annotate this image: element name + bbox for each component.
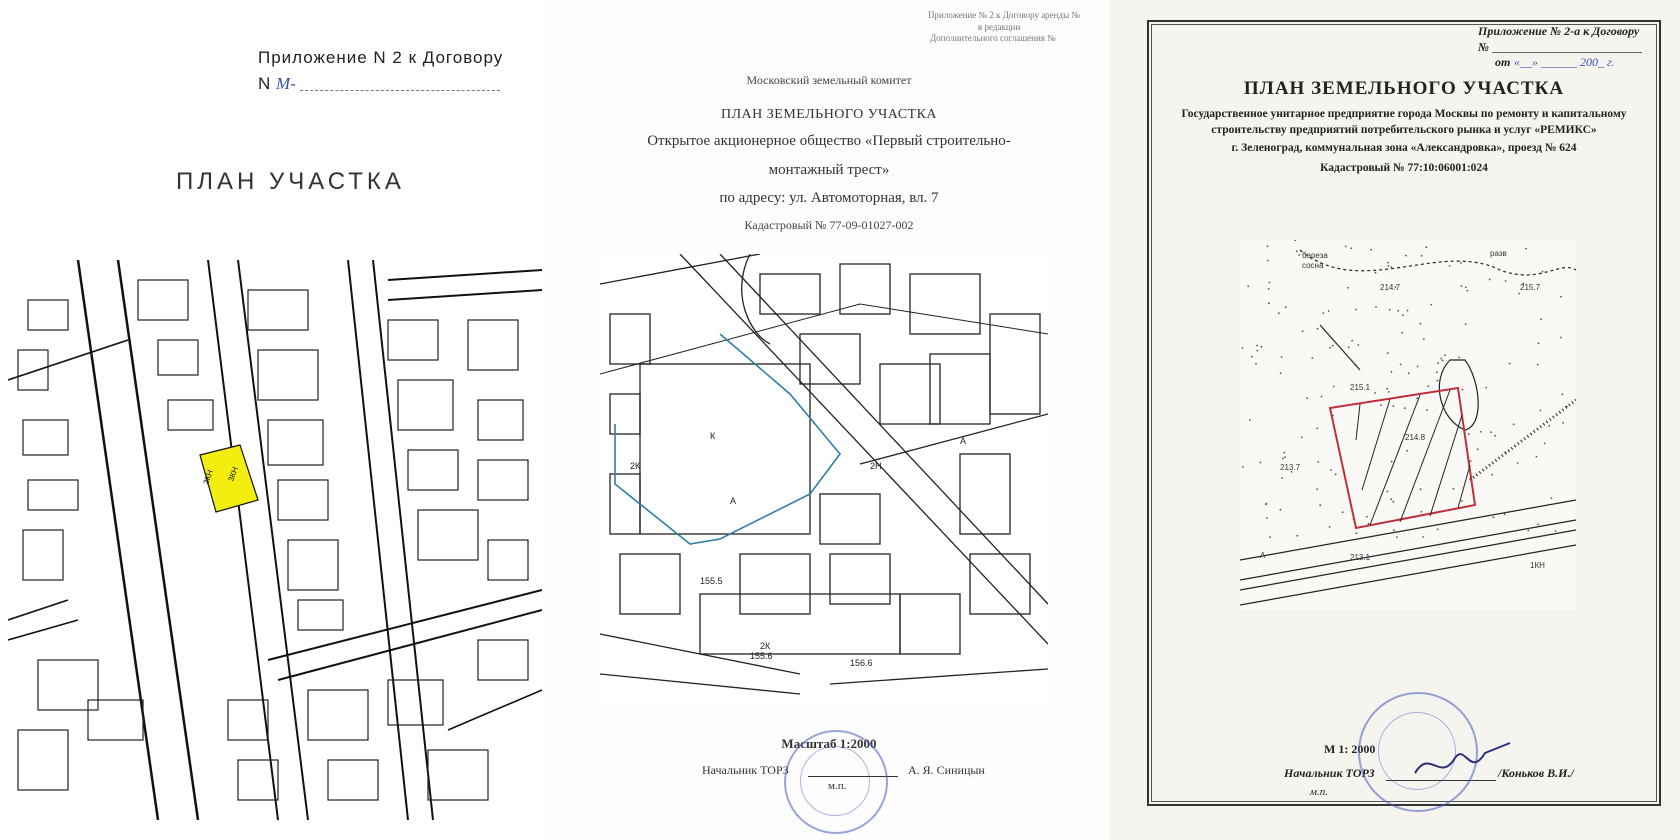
city-map-drawing bbox=[8, 260, 542, 820]
official-seal bbox=[784, 730, 888, 834]
annex-label: Приложение № 2-а к Договору bbox=[1478, 24, 1640, 38]
svg-text:А: А bbox=[1260, 551, 1266, 560]
svg-text:155.5: 155.5 bbox=[700, 576, 723, 586]
city-map bbox=[8, 260, 542, 820]
head-name: /Коньков В.И./ bbox=[1498, 766, 1574, 780]
svg-text:215.1: 215.1 bbox=[1350, 383, 1371, 392]
svg-text:1КН: 1КН bbox=[1530, 561, 1545, 570]
corner-note-2: в редакции bbox=[978, 22, 1021, 32]
head-name: А. Я. Синицын bbox=[908, 763, 985, 777]
svg-text:156.6: 156.6 bbox=[850, 658, 873, 668]
document-plan-uchastka bbox=[0, 0, 548, 840]
svg-text:разв: разв bbox=[1490, 249, 1507, 258]
signature bbox=[1410, 738, 1520, 788]
svg-text:215.7: 215.7 bbox=[1520, 283, 1541, 292]
svg-text:А: А bbox=[730, 496, 737, 506]
annex-number-line bbox=[1492, 52, 1642, 53]
corner-note-1: Приложение № 2 к Договору аренды № bbox=[928, 10, 1080, 20]
organization-line-2: монтажный трест» bbox=[768, 162, 890, 178]
number-underline bbox=[300, 90, 500, 91]
svg-text:К: К bbox=[710, 431, 716, 441]
svg-text:214.7: 214.7 bbox=[1380, 283, 1401, 292]
svg-text:155.6: 155.6 bbox=[750, 651, 773, 661]
scale-label: М 1: 2000 bbox=[1324, 742, 1376, 756]
seal-place: м.п. bbox=[1310, 786, 1329, 798]
document-plan-zemelnogo-uchastka-2 bbox=[1110, 0, 1680, 840]
address: г. Зеленоград, коммунальная зона «Александровка», проезд № 624 bbox=[1231, 142, 1577, 154]
plot-map bbox=[600, 254, 1048, 704]
plot-map-drawing bbox=[1240, 240, 1576, 610]
annex-date-prefix: от bbox=[1495, 55, 1511, 69]
head-position: Начальник ТОРЗ bbox=[702, 763, 789, 777]
organization-line-2: строительству предприятий потребительского рынка и услуг «РЕМИКС» bbox=[1211, 124, 1597, 136]
document-plan-zemelnogo-uchastka-1 bbox=[548, 0, 1110, 840]
plot-map bbox=[1240, 240, 1576, 610]
svg-text:береза: береза bbox=[1302, 251, 1328, 260]
page-title: ПЛАН ЗЕМЕЛЬНОГО УЧАСТКА bbox=[720, 107, 938, 122]
svg-text:214.8: 214.8 bbox=[1405, 433, 1426, 442]
address: по адресу: ул. Автомоторная, вл. 7 bbox=[719, 190, 939, 206]
scale-label: Масштаб 1:2000 bbox=[781, 736, 877, 751]
contract-number-prefix: N bbox=[258, 74, 271, 93]
cadastral-number: Кадастровый № 77-09-01027-002 bbox=[744, 218, 914, 232]
annex-number-prefix: № bbox=[1478, 40, 1489, 54]
committee-name: Московский земельный комитет bbox=[746, 73, 912, 87]
annex-date-value: «__» ______ 200_ г. bbox=[1514, 55, 1615, 69]
plot-map-drawing bbox=[600, 254, 1048, 704]
svg-text:А: А bbox=[960, 436, 967, 446]
annex-label: Приложение N 2 к Договору bbox=[258, 48, 504, 67]
svg-text:2К: 2К bbox=[630, 461, 641, 471]
page-title: ПЛАН ЗЕМЕЛЬНОГО УЧАСТКА bbox=[1243, 78, 1565, 99]
svg-text:3КН: 3КН bbox=[201, 468, 215, 486]
head-position: Начальник ТОРЗ bbox=[1284, 766, 1375, 780]
svg-text:3КН: 3КН bbox=[226, 465, 240, 483]
cadastral-number: Кадастровый № 77:10:06001:024 bbox=[1320, 162, 1488, 174]
svg-text:213.1: 213.1 bbox=[1350, 553, 1371, 562]
seal-place: м.п. bbox=[828, 780, 847, 792]
svg-text:2К: 2К bbox=[760, 641, 771, 651]
organization-line-1: Открытое акционерное общество «Первый строительно- bbox=[647, 133, 1011, 149]
corner-note-3: Дополнительного соглашения № bbox=[930, 33, 1056, 43]
svg-text:213.7: 213.7 bbox=[1280, 463, 1301, 472]
page-title: ПЛАН УЧАСТКА bbox=[176, 168, 405, 195]
contract-number-handwritten: М- bbox=[276, 74, 296, 93]
svg-text:2Н: 2Н bbox=[870, 461, 882, 471]
organization-line-1: Государственное унитарное предприятие города Москвы по ремонту и капитальному bbox=[1181, 108, 1627, 120]
svg-text:сосна: сосна bbox=[1302, 261, 1324, 270]
